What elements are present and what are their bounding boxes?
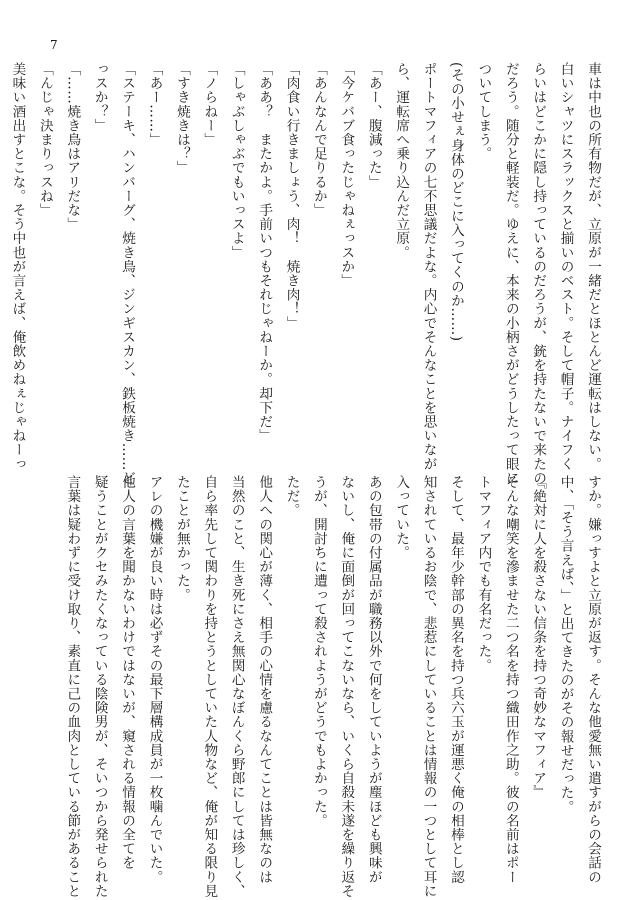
text-line: たことが無かった。 [173,475,190,602]
text-line: アレの機嫌が良い時は必ずその最下層構成員が一枚噛んでいた。 [146,475,163,884]
text-line: 自ら率先して関わりを持とうとしていた人物など、俺が知る限り見 [201,475,218,898]
text-line: 「……焼き鳥はアリだな」 [64,62,81,232]
text-line: 言葉は疑わずに受け取り、素直に己の血肉としている節があること [64,475,81,898]
text-line: ないし、俺に面倒が回ってこないなら、いくら自殺未遂を繰り返そ [338,475,355,898]
text-line: あの包帯の付属品が職務以外で何をしていようが塵ほども興味が [365,475,382,884]
text-line: だろう。随分と軽装だ。ゆえに、本来の小柄さがどうしたって眼に [502,62,519,485]
text-line: 美味い酒出すとこな。そう中也が言えば、俺飲めねぇじゃねーっ [9,62,26,471]
text-line: らいはどこかに隠し持っているのだろうが、銃を持たないで来たの [530,62,547,485]
text-line: ついてしまう。 [475,62,492,161]
text-line: ただ。 [283,475,300,518]
text-line: 「しゃぶしゃぶでもいっスよ」 [228,62,245,260]
text-line: 他人の言葉を聞かないわけではないが、窺される情報の全てを [119,475,136,870]
text-line: うが、開討ちに遭って殺されようがどうでもよかった。 [310,475,327,828]
text-line: そして、最年少幹部の異名を持つ兵六玉が運悪く俺の相棒とし認 [447,475,464,884]
text-line: 他人への関心が薄く、相手の心情を慮るなんてことは皆無なのは [256,475,273,884]
text-line: 「ステーキ、ハンバーグ、焼き鳥、ジンギスカン、鉄板焼き……ど [119,62,136,485]
text-line: すか。嫌っすよと立原が返す。そんな他愛無い遣すがらの会話の [585,475,601,884]
text-line: 中、「そう言えば、」と出てきたのがその報せだった。 [557,475,574,814]
text-line: っスか？」 [91,62,108,133]
text-line: トマフィア内でも有名だった。 [475,475,492,673]
page-number: 7 [50,38,58,52]
text-line: 「あー……」 [146,62,163,147]
text-line: 疑うことがクセみたくなっている陰険男が、そいつから発せられた [91,475,108,898]
text-line: 「ああ？ またかよ。手前いつもそれじゃねーか。却下だ」 [256,62,273,443]
text-line: 『絶対に人を殺さない信条を持つ奇妙なマフィア』 [530,475,547,800]
text-line: ら、運転席へ乗り込んだ立原。 [393,62,410,260]
text-line: 入っていた。 [393,475,410,560]
text-line: 白いシャツにスラックスと揃いのベスト。そして帽子。ナイフく [557,62,574,471]
text-line: 「すき焼きは？」 [173,62,190,175]
text-line: 当然のこと、生き死にさえ無関心なぼんくら野郎にしては珍しく、 [228,475,245,898]
text-line: 知されているお陰で、悲惹にしていることは情報の一つとして耳に [420,475,437,898]
text-line: (その小せぇ身体のどこに入ってくのか……) [447,62,464,342]
text-line: そんな嘲笑を滲ませた二つ名を持つ織田作之助。彼の名前はポー [502,475,519,884]
text-line: 「ノらねー」 [201,62,218,147]
text-block-bottom [32,475,606,898]
text-block-top [9,62,606,485]
text-line: 「あー、腹減った」 [365,62,382,189]
text-line: 「あんなんで足りるか」 [310,62,327,218]
text-line: 「肉食い行きましょう、肉！ 焼き肉！」 [283,62,300,330]
text-line: 車は中也の所有物だが、立原が一緒だとほとんど運転はしない。 [585,62,601,471]
text-line: ポートマフィアの七不思議だよな。内心でそんなことを思いなが [420,62,437,471]
text-line: 「んじゃ決まりっスね」 [36,62,53,218]
text-line: 「今ケバブ食ったじゃねぇっスか」 [338,62,355,288]
